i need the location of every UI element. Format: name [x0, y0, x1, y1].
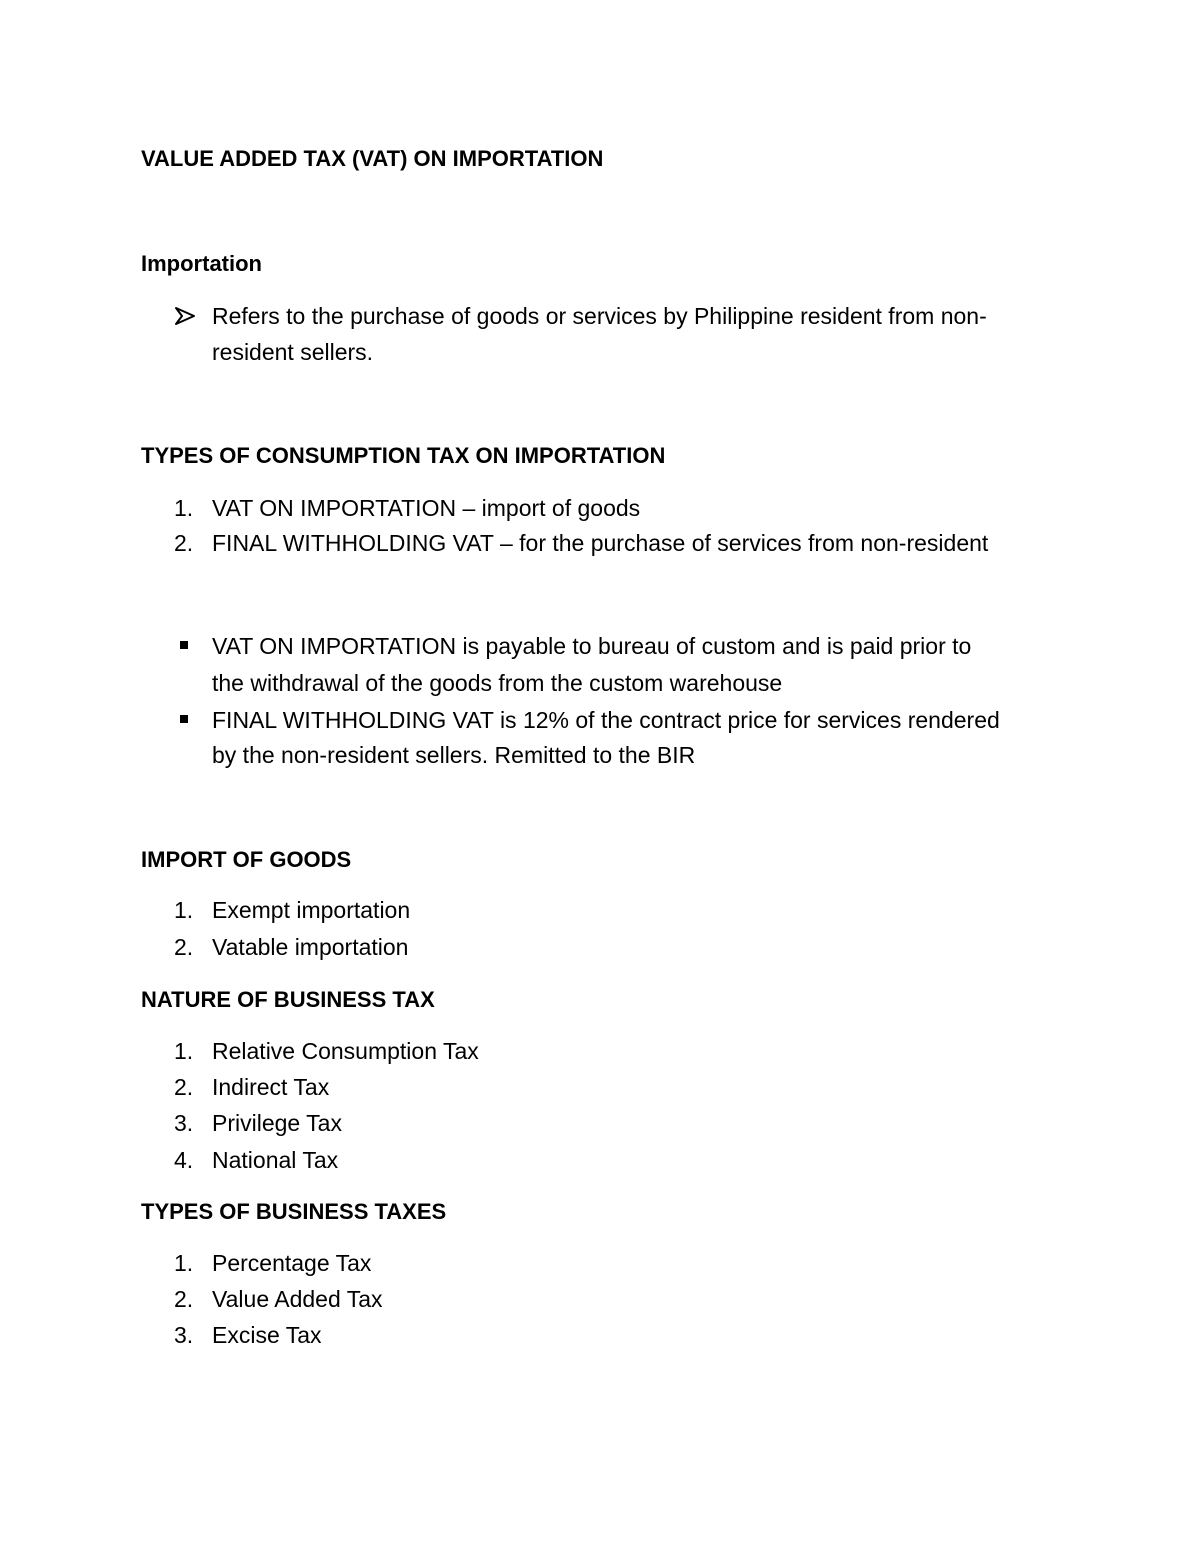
- page-title: VALUE ADDED TAX (VAT) ON IMPORTATION: [141, 146, 604, 171]
- list-item-text: Indirect Tax: [212, 1074, 330, 1100]
- consumption-types-heading: TYPES OF CONSUMPTION TAX ON IMPORTATION: [141, 443, 666, 468]
- list-item-number: 1.: [174, 1038, 194, 1064]
- list-item-text: Vatable importation: [212, 934, 409, 960]
- list-item-text: Relative Consumption Tax: [212, 1038, 479, 1064]
- list-item-text: Exempt importation: [212, 897, 411, 923]
- list-item-text: VAT ON IMPORTATION – import of goods: [212, 495, 641, 521]
- list-item-text: Value Added Tax: [212, 1286, 383, 1312]
- list-item-text: FINAL WITHHOLDING VAT – for the purchase of services from non-resident: [212, 530, 989, 556]
- list-item-text: Percentage Tax: [212, 1250, 372, 1276]
- list-item-number: 3.: [174, 1110, 194, 1136]
- list-item-number: 1.: [174, 897, 194, 923]
- arrow-bullet-icon: [174, 306, 198, 326]
- note-line: FINAL WITHHOLDING VAT is 12% of the contract price for services rendered: [212, 707, 1000, 733]
- square-bullet-icon: [180, 715, 188, 723]
- list-item-number: 3.: [174, 1322, 194, 1348]
- list-item-text: Privilege Tax: [212, 1110, 342, 1136]
- list-item-number: 2.: [174, 934, 194, 960]
- importation-definition-line2: resident sellers.: [212, 339, 374, 365]
- list-item-number: 1.: [174, 1250, 194, 1276]
- nature-heading: NATURE OF BUSINESS TAX: [141, 987, 435, 1012]
- list-item-number: 1.: [174, 495, 194, 521]
- square-bullet-icon: [180, 641, 188, 649]
- list-item-text: Excise Tax: [212, 1322, 322, 1348]
- list-item-number: 2.: [174, 530, 194, 556]
- note-line: the withdrawal of the goods from the custom warehouse: [212, 670, 783, 696]
- import-goods-heading: IMPORT OF GOODS: [141, 847, 352, 872]
- note-line: VAT ON IMPORTATION is payable to bureau of custom and is paid prior to: [212, 633, 972, 659]
- business-taxes-heading: TYPES OF BUSINESS TAXES: [141, 1199, 447, 1224]
- list-item-number: 2.: [174, 1074, 194, 1100]
- list-item-text: National Tax: [212, 1147, 339, 1173]
- list-item-number: 2.: [174, 1286, 194, 1312]
- note-line: by the non-resident sellers. Remitted to the BIR: [212, 742, 696, 768]
- importation-definition-line1: Refers to the purchase of goods or services by Philippine resident from non-: [212, 303, 987, 329]
- importation-heading: Importation: [141, 251, 262, 276]
- list-item-number: 4.: [174, 1147, 194, 1173]
